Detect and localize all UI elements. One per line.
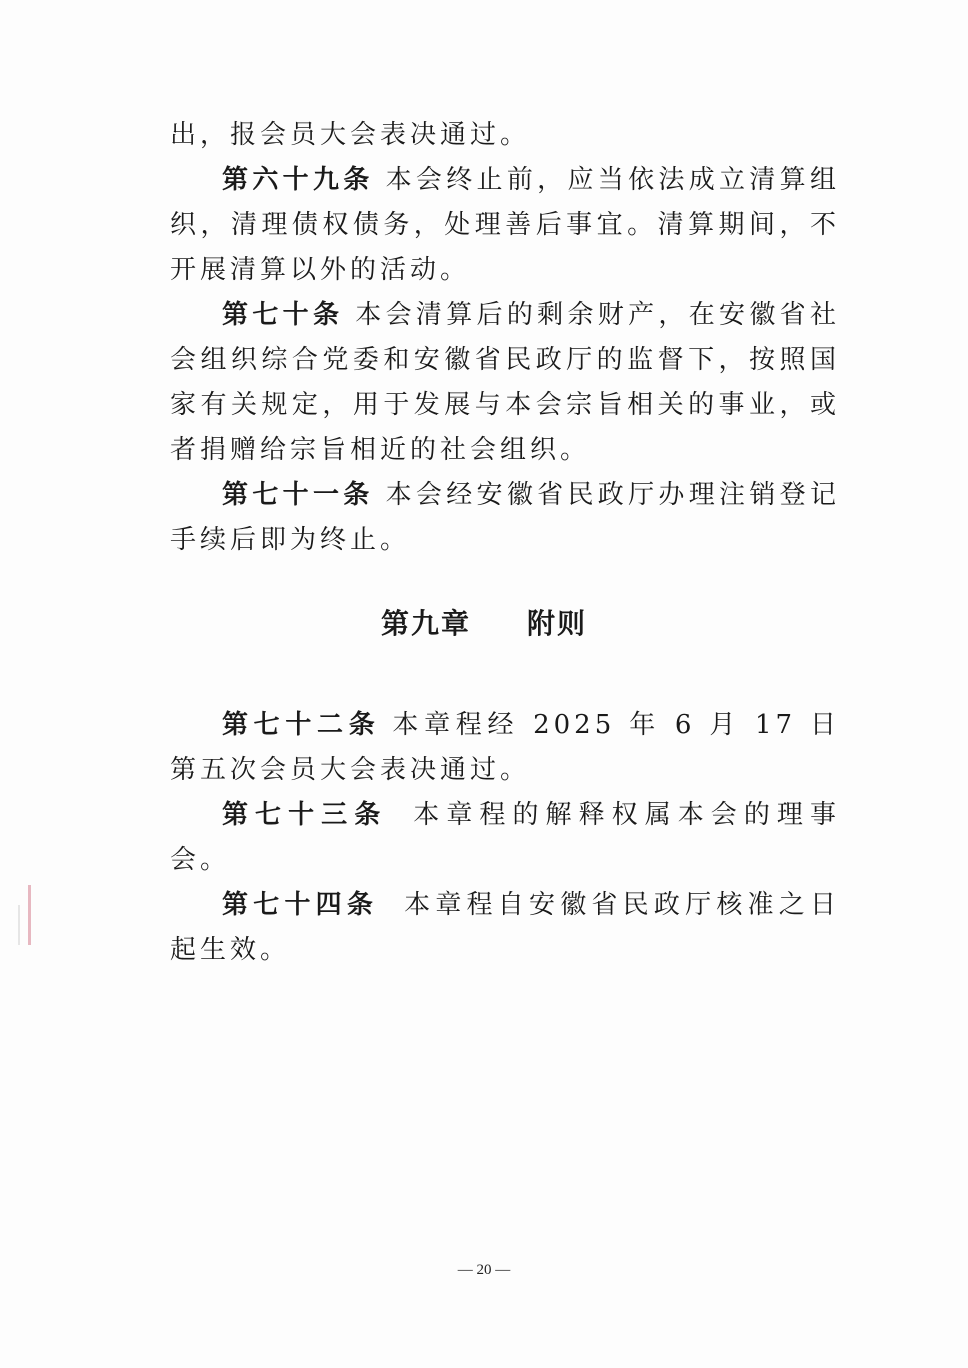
article-73 bbox=[170, 793, 840, 883]
article-73-text: 本章程的解释权属本会的理事会。 bbox=[170, 800, 840, 875]
article-69-title: 第六十九条 bbox=[222, 165, 374, 195]
article-71-text: 本会经安徽省民政厅办理注销登记手续后即为终止。 bbox=[170, 480, 840, 555]
chapter-heading bbox=[0, 602, 968, 642]
page-number: — 20 — bbox=[457, 1262, 511, 1278]
article-74 bbox=[170, 883, 840, 973]
chapter-number: 第九章 bbox=[380, 607, 471, 640]
article-69-text: 本会终止前，应当依法成立清算组织，清理债权债务，处理善后事宜。清算期间，不开展清算以外的活动。 bbox=[170, 165, 840, 285]
article-74-title: 第七十四条 bbox=[222, 890, 379, 920]
paragraph-continued bbox=[170, 113, 840, 158]
article-71 bbox=[170, 473, 840, 563]
section-supplementary bbox=[170, 703, 840, 973]
article-72-text: 本章程经 2025 年 6 月 17 日第五次会员大会表决通过。 bbox=[170, 710, 840, 785]
scan-mark-faint bbox=[18, 905, 20, 945]
section-termination bbox=[170, 113, 840, 563]
chapter-name: 附则 bbox=[527, 607, 588, 640]
article-70-text: 本会清算后的剩余财产，在安徽省社会组织综合党委和安徽省民政厅的监督下，按照国家有关规定，用于发展与本会宗旨相关的事业，或者捐赠给宗旨相近的社会组织。 bbox=[170, 300, 840, 465]
scan-mark bbox=[28, 885, 31, 945]
article-69 bbox=[170, 158, 840, 293]
article-73-title: 第七十三条 bbox=[222, 800, 388, 830]
article-74-text: 本章程自安徽省民政厅核准之日起生效。 bbox=[170, 890, 840, 965]
article-71-title: 第七十一条 bbox=[222, 480, 374, 510]
paragraph-continued-text: 出，报会员大会表决通过。 bbox=[170, 120, 531, 150]
article-72-title: 第七十二条 bbox=[222, 710, 381, 740]
article-70 bbox=[170, 293, 840, 473]
article-70-title: 第七十条 bbox=[222, 300, 344, 330]
article-72 bbox=[170, 703, 840, 793]
